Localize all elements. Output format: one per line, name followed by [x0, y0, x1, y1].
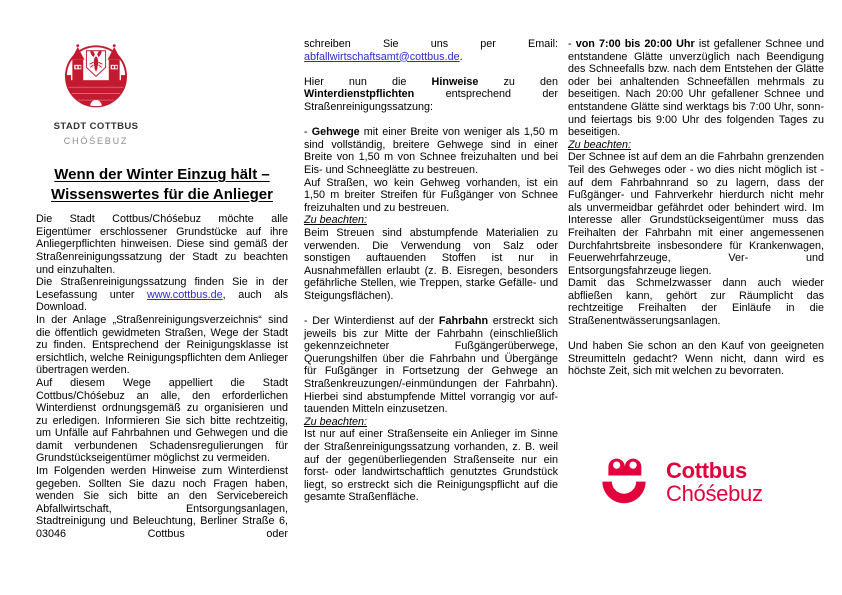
text-run: . — [459, 50, 463, 63]
column-2-text — [304, 38, 558, 504]
title-line-1: Wenn der Winter Einzug hält – — [54, 166, 270, 184]
text-run: , auch als Download. — [36, 288, 288, 314]
paragraph — [36, 213, 288, 276]
note-label: Zu beachten: — [304, 214, 368, 227]
paragraph — [568, 340, 824, 378]
note-label: Zu beachten: — [304, 415, 368, 428]
paragraph — [304, 214, 558, 227]
text-run: Ist nur auf einer Straßenseite ein Anlieger im Sinne der Straßenreinigungssatzung vorhanden, z. B. weil auf der gegenüberliegenden Straßenseite nur ein forst- oder landwirtschaftlich genutztes Grundstück liegt, so erstreckt sich die Reinigungspflicht auf die gesamte Straßenfläche. — [304, 428, 558, 504]
org-name-sorbian: CHÓŚEBUZ — [63, 135, 129, 146]
paragraph — [36, 314, 288, 377]
paragraph — [568, 151, 824, 277]
text-run: - — [568, 38, 576, 50]
paragraph — [36, 377, 288, 465]
text-run: Fahrbahn — [438, 315, 489, 328]
page-title — [36, 165, 288, 204]
column-left — [36, 38, 288, 541]
text-run: von 7:00 bis 20:00 Uhr — [575, 38, 695, 50]
paragraph — [568, 139, 824, 152]
column-right — [568, 38, 824, 378]
paragraph — [568, 38, 824, 139]
text-run: ist gefallener Schnee und entstandene Glätte unverzüglich nach Beendigung des Schneefalls bzw. nach dem Entstehen der Glätte oder bei anhaltenden Schneefällen mehrmals zu beseitigen. Nach 20:00 Uhr gefallener Schnee und entstandene Glätte sind werktags bis 7:00 Uhr, sonn- und feiertags bis 9:00 Uhr des folgenden Tages zu beseitigen. — [568, 38, 824, 139]
brand-wordmark — [666, 459, 763, 505]
text-run: mit einer Breite von weniger als 1,50 m sind vollständig, breitere Gehwege sind in einer Breite von 1,50 m von Schnee freizuhalten und bei Eis- und Schneeglätte zu bestreuen. — [304, 126, 558, 176]
paragraph — [304, 126, 558, 176]
text-run: Der Schnee ist auf dem an die Fahrbahn grenzenden Teil des Gehweges oder - wo dies nicht möglich ist - auf dem Fahrbahnrand so zu lagern, dass der Fußgänger- und Fahrverkehr hierdurch nicht mehr als unvermeidbar gefährdet oder behindert wird. Im Interesse aller Grundstückseigentümer muss das Freihalten der Fahrbahn mit einer angemessenen Durchfahrtsbreite insbesondere für Krankenwagen, Feuerwehrfahrzeuge, Ver- und Entsorgungsfahrzeuge liegen. — [568, 151, 824, 277]
text-run: zu den — [478, 75, 558, 88]
text-run: Auf diesem Wege appelliert die Stadt Cottbus/Chóśebuz an alle, den erforderlichen Winterdienst ordnungsgemäß zu organisieren und zu erledigen. Informieren Sie sich bitte rechtzeitig, um Unfälle auf Fahrbahnen und Gehwegen und die damit verbundenen Schadensregulierungen für Grundstückseigentümer möglichst zu vermeiden. — [36, 376, 288, 465]
text-run: Hinweise — [431, 75, 479, 88]
text-run: In der Anlage „Straßenreinigungsverzeichnis“ sind die öffentlich gewidmeten Straßen, Wege der Stadt zu finden. Entsprechend der Reinigungsklasse ist ersichtlich, welche Reinigungspflichten dem Anlieger übertragen werden. — [36, 313, 288, 377]
column-middle — [304, 38, 558, 504]
paragraph — [36, 276, 288, 314]
text-run: Winterdienstpflichten — [304, 88, 415, 101]
text-run: Damit das Schmelzwasser dann auch wieder abfließen kann, gehört zur Räumplicht das rechtzeitige Freihalten der Einläufe in die Straßenentwässerungsanlagen. — [568, 277, 824, 328]
paragraph — [304, 227, 558, 303]
paragraph — [36, 465, 288, 541]
brand-name: Cottbus — [666, 458, 747, 483]
paragraph — [304, 315, 558, 416]
column-1-text — [36, 213, 288, 540]
text-run: Hier nun die — [304, 75, 432, 88]
text-run: - Der Winterdienst auf der — [304, 315, 439, 328]
text-run: erstreckt sich jeweils bis zur Mitte der Fahrbahn (einschließlich gekennzeichneter Fußgängerüberwege, Querungshilfen über die Fahrbahn und Übergänge für Fußgänger in Fortsetzung der Gehwege an Straßenkreuzungen/-einmündungen der Fahrbahn). Hierbei sind abstumpfende Mittel vorrangig vor auftauenden Mitteln einzusetzen. — [304, 315, 558, 416]
cottbus-coat-of-arms-icon — [64, 38, 128, 116]
link-abfallwirtschaftsamt-email[interactable]: abfallwirtschaftsamt@cottbus.de — [304, 50, 460, 63]
cottbus-cb-monogram-icon — [598, 448, 650, 510]
note-label: Zu beachten: — [568, 138, 632, 151]
paragraph — [304, 76, 558, 114]
city-brand-header — [36, 38, 156, 147]
text-run: Auf Straßen, wo kein Gehweg vorhanden, ist ein 1,50 m breiter Streifen für Fußgänger von Schnee freizuhalten und zu bestreuen. — [304, 176, 558, 214]
text-run: Die Straßenreinigungssatzung finden Sie in der Lesefassung unter — [36, 276, 288, 301]
text-run: - — [304, 126, 312, 139]
text-run: Beim Streuen sind abstumpfende Materialien zu verwenden. Die Verwendung von Salz oder sonstigen auftauenden Stoffen ist nur in Ausnahmefällen erlaubt (z. B. Eisregen, besonders gefährliche Stellen, wie Treppen, starke Gefälle- und Steigungsflächen). — [304, 226, 558, 302]
column-3-text — [568, 38, 824, 378]
title-line-2: Wissenswertes für die Anlieger — [51, 185, 273, 203]
paragraph — [304, 416, 558, 429]
brand-name-sorbian: Chóśebuz — [666, 481, 763, 506]
cottbus-brand-logo — [598, 448, 763, 510]
text-run: Und haben Sie schon an den Kauf von geeigneten Streumitteln gedacht? Wenn nicht, dann wird es höchste Zeit, sich mit welchen zu bevorraten. — [568, 340, 824, 378]
paragraph — [304, 428, 558, 504]
paragraph — [304, 177, 558, 215]
text-run: schreiben Sie uns per Email: — [304, 38, 558, 50]
paragraph — [568, 277, 824, 327]
link-cottbus-website[interactable]: www.cottbus.de — [147, 288, 223, 301]
text-run: entsprechend der Straßenreinigungssatzung: — [304, 88, 558, 113]
paragraph — [304, 38, 558, 63]
org-name: STADT COTTBUS — [53, 121, 139, 132]
text-run: Im Folgenden werden Hinweise zum Winterdienst gegeben. Sollten Sie dazu noch Fragen haben, wenden Sie sich bitte an den Servicebereich Abfallwirtschaft, Entsorgungsanlagen, Stadtreinigung und Beleuchtung, Berliner Straße 6, 03046 Cottbus oder — [36, 465, 288, 541]
text-run: Gehwege — [311, 126, 360, 139]
text-run: Die Stadt Cottbus/Chóśebuz möchte alle Eigentümer erschlossener Grundstücke auf ihre Anliegerpflichten hinweisen. Diese sind gemäß der Straßenreinigungssatzung der Stadt zu beachten und einzuhalten. — [36, 213, 288, 276]
